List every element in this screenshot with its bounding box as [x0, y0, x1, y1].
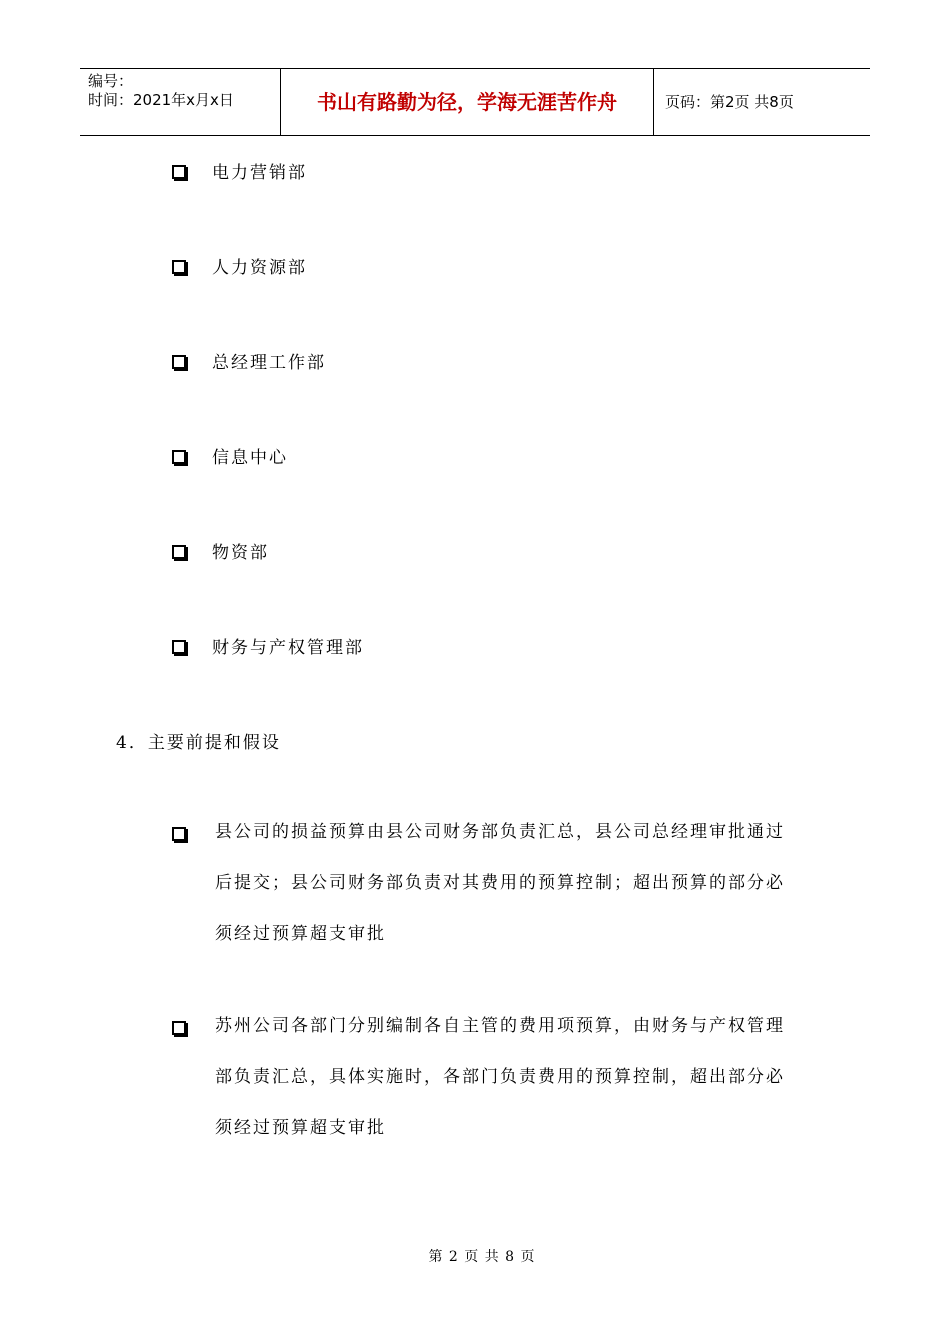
checkbox-bullet-icon	[172, 827, 186, 841]
department-list-item	[172, 348, 326, 373]
paragraph-line: 苏州公司各部门分别编制各自主管的费用项预算，由财务与产权管理	[215, 1016, 785, 1036]
paragraph-line: 县公司的损益预算由县公司财务部负责汇总，县公司总经理审批通过	[215, 822, 785, 842]
document-time-label: 时间：2021年x月x日	[88, 91, 234, 109]
checkbox-bullet-icon	[172, 640, 186, 654]
page-footer: 第 2 页 共 8 页	[428, 1249, 536, 1265]
department-label: 物资部	[212, 543, 269, 563]
paragraph-line: 须经过预算超支审批	[215, 1118, 386, 1138]
paragraph-line: 后提交；县公司财务部负责对其费用的预算控制；超出预算的部分必	[215, 873, 785, 893]
department-list-item	[172, 253, 307, 278]
paragraph-line: 须经过预算超支审批	[215, 924, 386, 944]
section-heading: 4．主要前提和假设	[116, 733, 281, 753]
department-label: 人力资源部	[212, 258, 307, 278]
paragraph-line: 部负责汇总，具体实施时，各部门负责费用的预算控制，超出部分必	[215, 1067, 785, 1087]
document-number-label: 编号：	[88, 72, 134, 90]
department-list-item	[172, 158, 307, 183]
checkbox-bullet-icon	[172, 260, 186, 274]
page-header	[80, 68, 870, 136]
department-label: 财务与产权管理部	[212, 638, 364, 658]
assumption-paragraph	[172, 807, 842, 960]
department-label: 信息中心	[212, 448, 288, 468]
checkbox-bullet-icon	[172, 165, 186, 179]
department-label: 电力营销部	[212, 163, 307, 183]
checkbox-bullet-icon	[172, 355, 186, 369]
assumption-paragraph	[172, 1001, 842, 1154]
department-list-item	[172, 633, 364, 658]
header-motto: 书山有路勤为径，学海无涯苦作舟	[281, 69, 654, 135]
checkbox-bullet-icon	[172, 450, 186, 464]
department-list-item	[172, 443, 288, 468]
header-page-info: 页码：第2页 共8页	[665, 93, 794, 111]
header-meta	[80, 69, 281, 135]
department-label: 总经理工作部	[212, 353, 326, 373]
checkbox-bullet-icon	[172, 545, 186, 559]
department-list-item	[172, 538, 269, 563]
checkbox-bullet-icon	[172, 1021, 186, 1035]
